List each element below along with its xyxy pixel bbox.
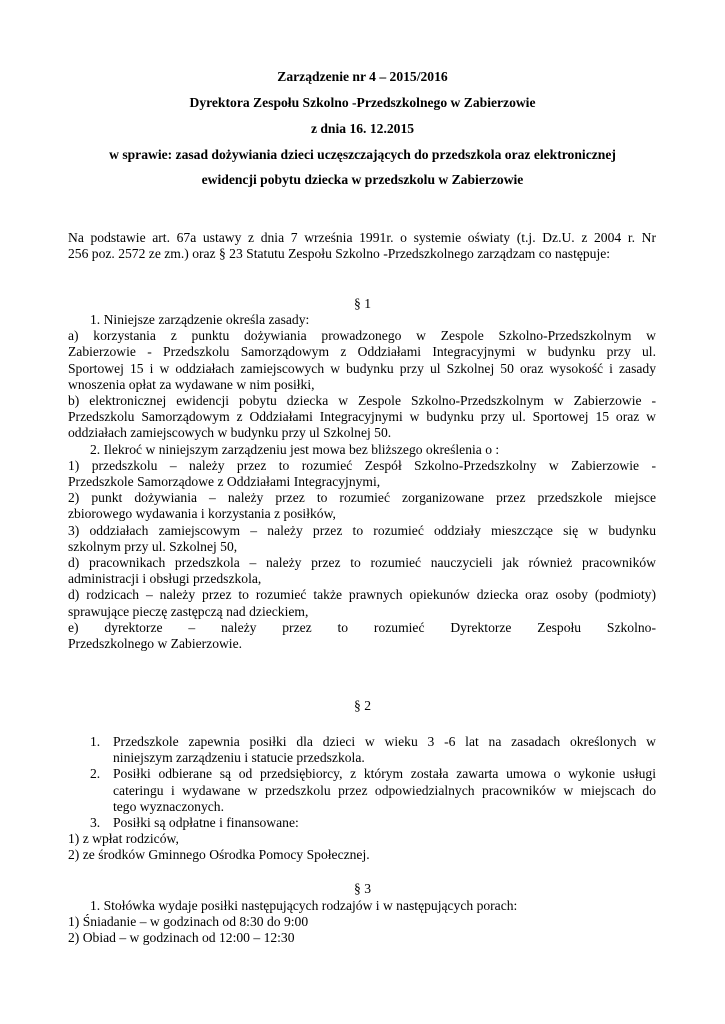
text-line: d) pracownikach przedszkola – należy przez to rozumieć nauczycieli jak również pracowników [68,555,656,571]
list-item [68,815,656,831]
text-line: cateringu i wydawane w przedszkolu przez odpowiedzialnych pracowników w miejscach do [113,782,656,798]
text-line: administracji i obsługi przedszkola, [68,571,262,587]
text-line: tego wyznaczonych. [113,798,224,814]
paragraph: 1. Niniejsze zarządzenie określa zasady: [90,312,310,327]
section-1-heading: § 1 [354,296,371,311]
list-item [68,766,656,815]
text-line: e) dyrektorze – należy przez to rozumieć Dyrektorze Zespołu Szkolno- [68,619,656,635]
text-line: d) rodzicach – należy przez to rozumieć także prawnych opiekunów dziecka oraz osoby (podmioty) [68,587,656,603]
preamble-line: Na podstawie art. 67a ustawy z dnia 7 września 1991r. o systemie oświaty (t.j. Dz.U. z 2004 r. Nr [68,230,656,245]
section-3-heading: § 3 [354,881,371,896]
text-line: Posiłki są odpłatne i finansowane: [113,815,299,831]
text-line: 1) z wpłat rodziców, [68,831,179,847]
list-item [68,734,656,766]
text-line: Zabierzowie - Przedszkolu Samorządowym z Oddziałami Integracyjnymi w budynku przy ul. [68,344,656,360]
paragraph: 2. Ilekroć w niniejszym zarządzeniu jest mowa bez bliższego określenia o : [90,441,500,457]
text-line: 1) Śniadanie – w godzinach od 8:30 do 9:00 [68,914,309,930]
date-line: z dnia 16. 12.2015 [310,121,415,136]
text-line: sprawujące pieczę zastępczą nad dzieckiem, [68,603,309,619]
text-line: Przedszkole zapewnia posiłki dla dzieci w wieku 3 -6 lat na zasadach określonych w [113,734,656,749]
list-number: 3. [90,815,101,831]
preamble-line: 256 poz. 2572 ze zm.) oraz § 23 Statutu Zespołu Szkolno -Przedszkolnego zarządzam co następuje: [68,246,611,262]
text-line: 2) ze środków Gminnego Ośrodka Pomocy Społecznej. [68,847,370,863]
text-line: Przedszkole Samorządowe z Oddziałami Integracyjnymi, [68,474,381,490]
section-2-heading: § 2 [354,698,371,713]
text-line: zbiorowego wydawania i korzystania z posiłków, [68,506,336,522]
list-number: 1. [90,734,101,749]
subject-line-2: ewidencji pobytu dziecka w przedszkolu w Zabierzowie [201,172,524,187]
text-line: a) korzystania z punktu dożywiania prowadzonego w Zespole Szkolno-Przedszkolnym w [68,328,656,344]
text-line: Przedszkolu Samorządowym z Oddziałami Integracyjnymi w budynku przy ul. Sportowej 15 oraz w [68,409,656,425]
text-line: 3) oddziałach zamiejscowym – należy przez to rozumieć oddziały mieszczące się w budynku [68,522,656,538]
list-number: 2. [90,766,101,782]
issuer-line: Dyrektora Zespołu Szkolno -Przedszkolnego w Zabierzowie [189,95,536,110]
document-title: Zarządzenie nr 4 – 2015/2016 [277,69,448,84]
preamble [68,230,656,262]
text-line: Przedszkolnego w Zabierzowie. [68,636,243,652]
text-line: 2) Obiad – w godzinach od 12:00 – 12:30 [68,930,295,946]
text-line: szkolnym przy ul. Szkolnej 50, [68,538,238,554]
paragraph: 1. Stołówka wydaje posiłki następujących rodzajów i w następujących porach: [90,898,518,913]
text-line: Sportowej 15 i w oddziałach zamiejscowych w budynku przy ul Szkolnej 50 oraz wysokość i zasady [68,360,656,376]
section-1-body [68,312,656,652]
section-3-body [68,898,656,947]
subject-line-1: w sprawie: zasad dożywiania dzieci uczęszczających do przedszkola oraz elektronicznej [109,147,616,162]
text-line: 2) punkt dożywiania – należy przez to rozumieć zorganizowane przez przedszkole miejsce [68,490,656,506]
text-line: wnoszenia opłat za wydawane w nim posiłki, [68,376,315,392]
text-line: b) elektronicznej ewidencji pobytu dziecka w Zespole Szkolno-Przedszkolnym w Zabierzowie - [68,393,656,409]
text-line: 1) przedszkolu – należy przez to rozumieć Zespół Szkolno-Przedszkolny w Zabierzowie - [68,457,656,473]
text-line: Posiłki odbierane są od przedsiębiorcy, z którym została zawarta umowa o wykonie usługi [113,766,656,782]
text-line: oddziałach zamiejscowych w budynku przy ul Szkolnej 50. [68,425,392,441]
text-line: niniejszym zarządzeniu i statucie przedszkola. [113,750,365,766]
section-2-list [68,734,656,864]
